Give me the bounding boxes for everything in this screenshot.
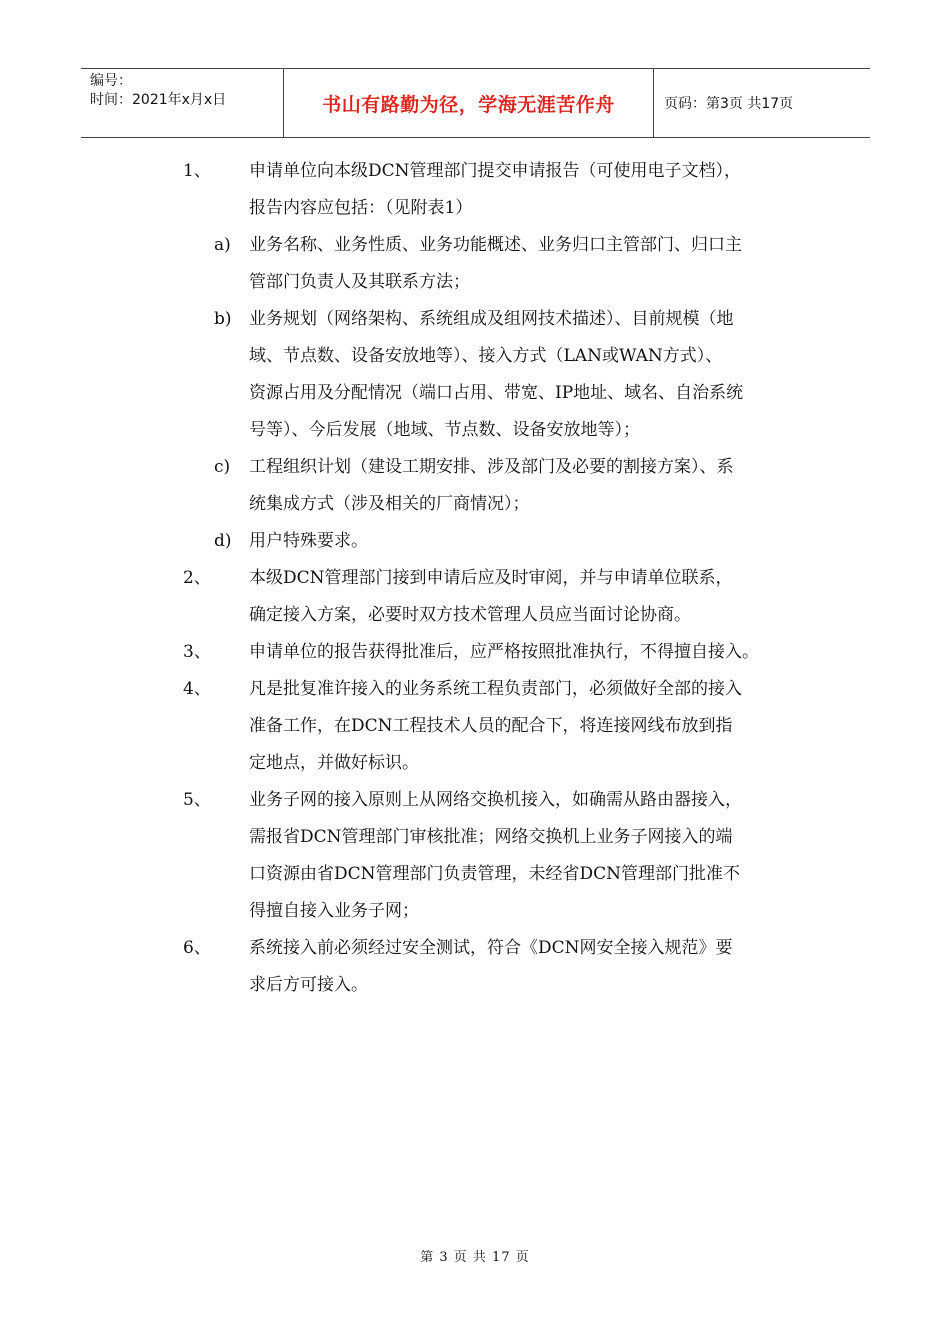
list-item (0, 560, 950, 634)
text-line: 资源占用及分配情况（端口占用、带宽、IP地址、域名、自治系统 (249, 383, 744, 403)
list-marker: 2、 (183, 568, 211, 588)
list-item (0, 449, 950, 523)
list-marker: 3、 (183, 642, 211, 662)
text-line: 统集成方式（涉及相关的厂商情况）； (249, 494, 530, 514)
list-text (249, 227, 819, 301)
text-line: 需报省DCN管理部门审核批准；网络交换机上业务子网接入的端 (249, 827, 733, 847)
list-text (249, 301, 819, 449)
list-item (0, 930, 950, 1004)
text-line: 准备工作，在DCN工程技术人员的配合下，将连接网线布放到指 (249, 716, 733, 736)
list-item (0, 523, 950, 560)
text-line: 管部门负责人及其联系方法； (249, 272, 470, 292)
list-item (0, 634, 950, 671)
text-line: 申请单位的报告获得批准后，应严格按照批准执行，不得擅自接入。 (249, 642, 759, 662)
motto-text: 书山有路勤为径，学海无涯苦作舟 (322, 93, 615, 116)
text-line: 业务名称、业务性质、业务功能概述、业务归口主管部门、归口主 (249, 235, 742, 255)
text-line: 业务子网的接入原则上从网络交换机接入，如确需从路由器接入， (249, 790, 742, 810)
code-label: 编号： (90, 73, 132, 89)
text-line: 用户特殊要求。 (249, 531, 368, 551)
list-text (249, 671, 819, 782)
text-line: 号等）、今后发展（地域、节点数、设备安放地等）； (249, 420, 640, 440)
text-line: 定地点，并做好标识。 (249, 753, 419, 773)
text-line: 系统接入前必须经过安全测试，符合《DCN网安全接入规范》要 (249, 938, 733, 958)
list-marker: 4、 (183, 679, 211, 699)
text-line: 业务规划（网络架构、系统组成及组网技术描述）、目前规模（地 (249, 309, 734, 329)
header-table (81, 68, 870, 138)
list-text (249, 782, 819, 930)
text-line: 确定接入方案，必要时双方技术管理人员应当面讨论协商。 (249, 605, 691, 625)
list-item (0, 671, 950, 782)
list-text (249, 634, 819, 671)
list-text (249, 153, 819, 227)
list-marker: c) (214, 457, 231, 477)
list-marker: 5、 (183, 790, 211, 810)
header-info-cell (81, 69, 284, 137)
text-line: 申请单位向本级DCN管理部门提交申请报告（可使用电子文档）， (249, 161, 742, 181)
text-line: 本级DCN管理部门接到申请后应及时审阅，并与申请单位联系， (249, 568, 733, 588)
list-item (0, 782, 950, 930)
list-marker: b) (214, 309, 232, 329)
list-text (249, 930, 819, 1004)
text-line: 口资源由省DCN管理部门负责管理，未经省DCN管理部门批准不 (249, 864, 741, 884)
page-footer: 第 3 页 共 17 页 (420, 1250, 530, 1265)
list-text (249, 560, 819, 634)
date-label: 时间：2021年x月x日 (90, 92, 227, 108)
text-line: 凡是批复准许接入的业务系统工程负责部门，必须做好全部的接入 (249, 679, 742, 699)
list-marker: a) (214, 235, 231, 255)
header-motto-cell (284, 69, 654, 137)
text-line: 求后方可接入。 (249, 975, 368, 995)
list-text (249, 523, 819, 560)
text-line: 工程组织计划（建设工期安排、涉及部门及必要的割接方案）、系 (249, 457, 734, 477)
text-line: 报告内容应包括：（见附表1） (249, 198, 473, 218)
list-item (0, 153, 950, 227)
list-marker: d) (214, 531, 232, 551)
page-label: 页码：第3页 共17页 (664, 96, 794, 112)
list-marker: 1、 (183, 161, 211, 181)
list-item (0, 227, 950, 301)
list-text (249, 449, 819, 523)
list-item (0, 301, 950, 449)
header-page-cell (654, 69, 870, 137)
text-line: 得擅自接入业务子网； (249, 901, 419, 921)
list-marker: 6、 (183, 938, 211, 958)
text-line: 域、节点数、设备安放地等）、接入方式（LAN或WAN方式）、 (249, 346, 723, 366)
document-body (0, 153, 950, 1004)
